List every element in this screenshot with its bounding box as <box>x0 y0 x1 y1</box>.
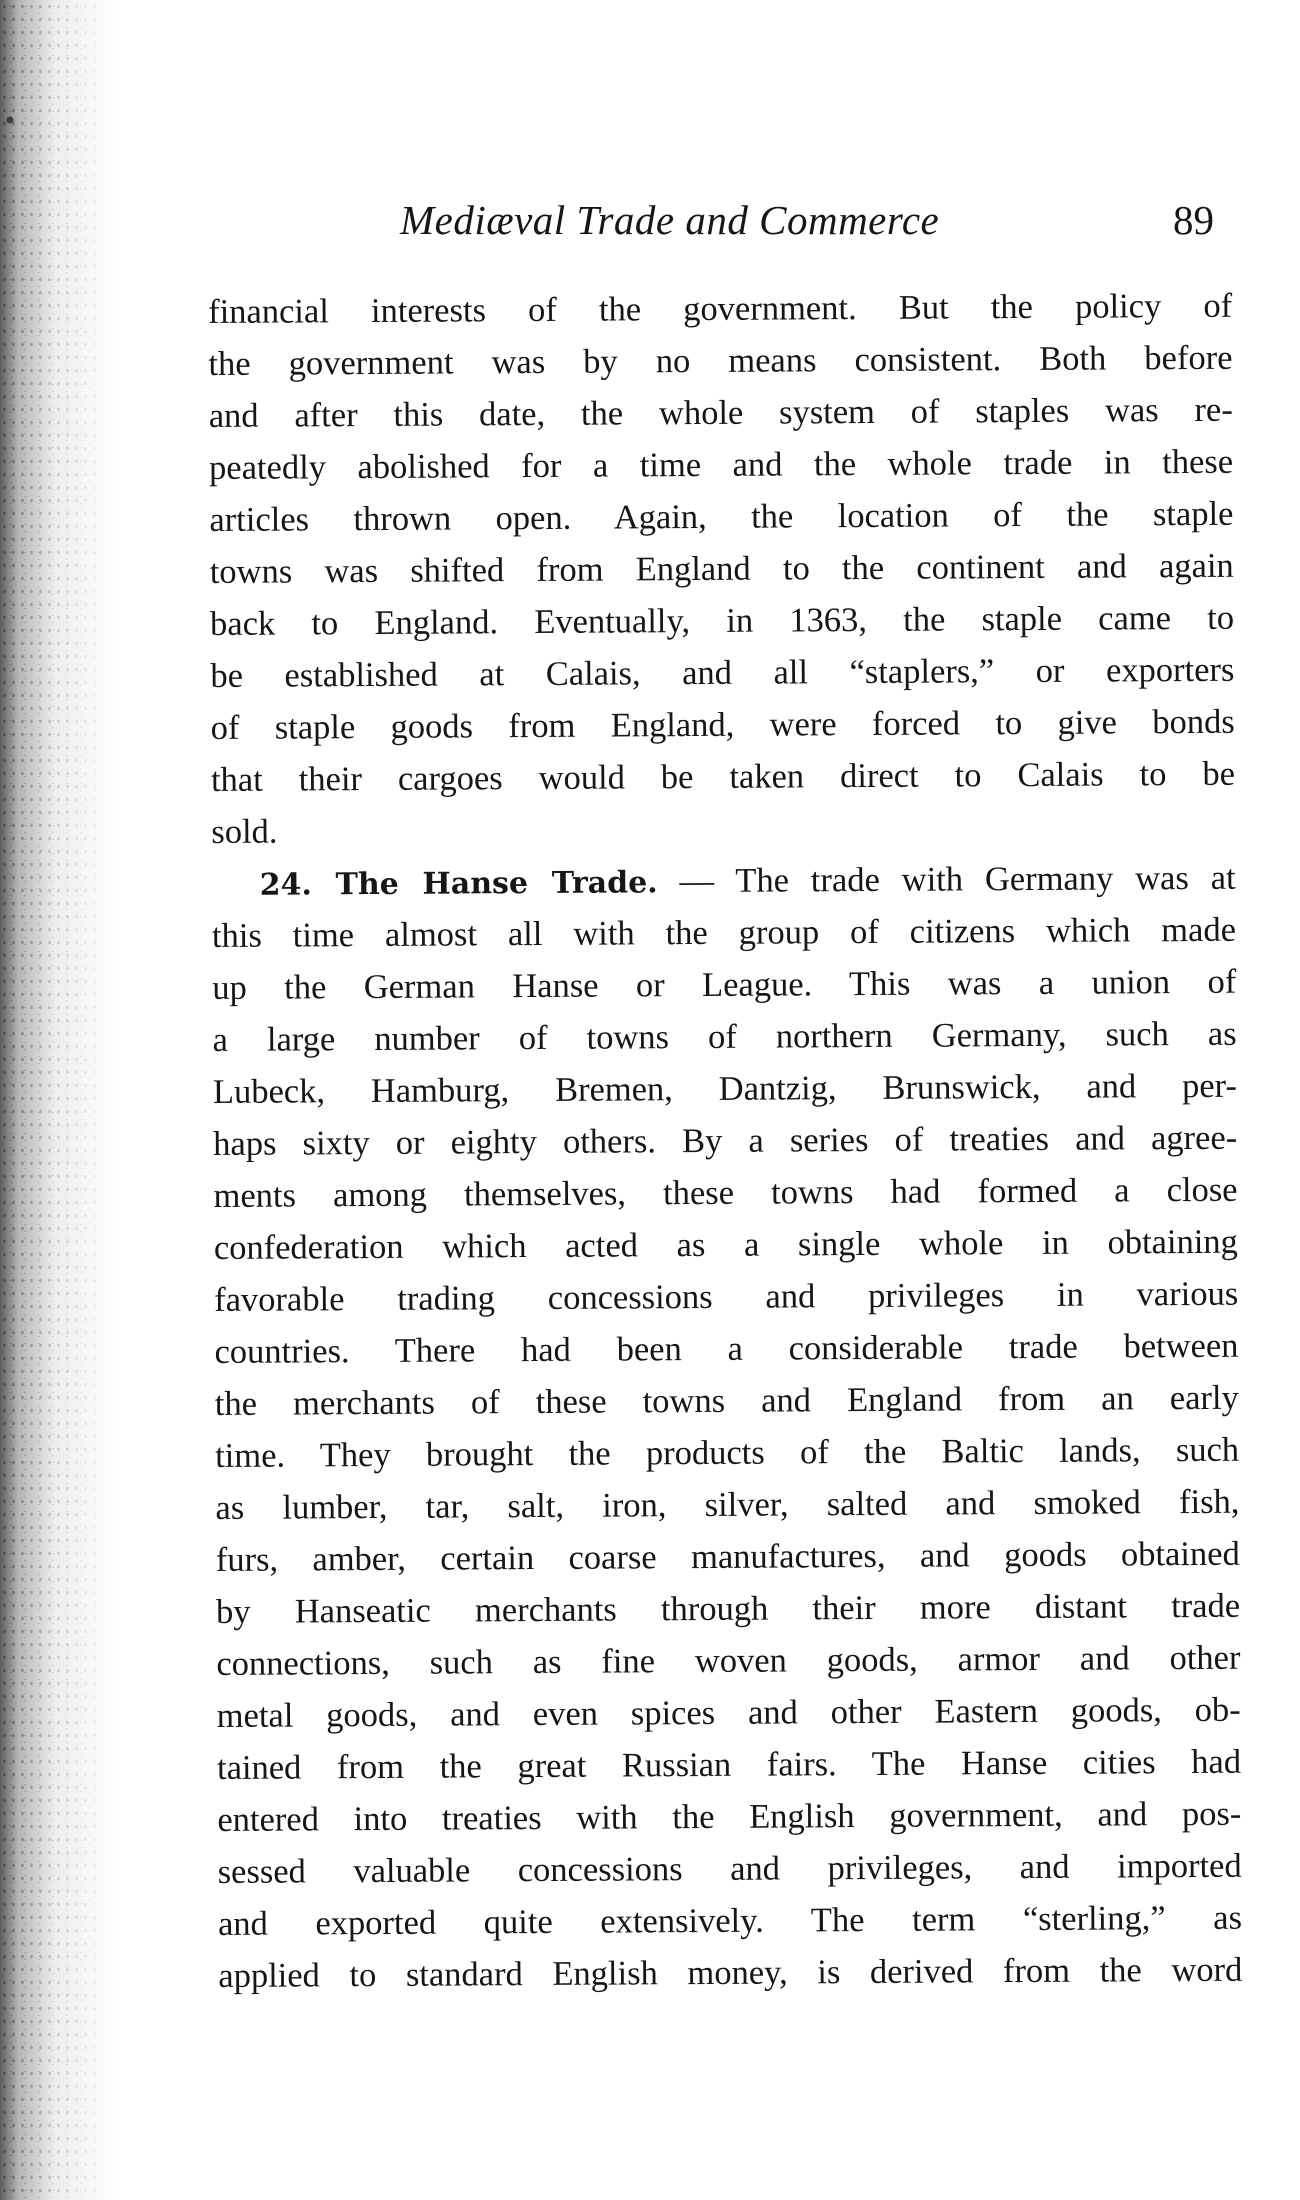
text-line: a large number of towns of northern Germany, such as <box>212 1014 1237 1059</box>
text-line: by Hanseatic merchants through their more distant trade <box>215 1586 1241 1631</box>
text-line: be established at Calais, and all “staplers,” or exporters <box>210 650 1235 695</box>
text-line: tained from the great Russian fairs. The Hanse cities had <box>216 1742 1242 1787</box>
section-lead-text: — The trade with Germany was at <box>657 858 1236 901</box>
text-line: financial interests of the government. But the policy of <box>208 286 1233 331</box>
text-line: up the German Hanse or League. This was a union of <box>212 962 1237 1007</box>
text-line: the merchants of these towns and England from an early <box>214 1378 1239 1423</box>
text-line: the government was by no means consistent. Both before <box>208 338 1233 383</box>
body-text <box>208 280 1242 2002</box>
text-line: Lubeck, Hamburg, Bremen, Dantzig, Brunswick, and per- <box>212 1066 1238 1111</box>
text-line: of staple goods from England, were forced to give bonds <box>210 702 1235 747</box>
text-line: countries. There had been a considerable trade between <box>214 1326 1239 1371</box>
running-title: Mediæval Trade and Commerce <box>400 197 940 243</box>
text-line: favorable trading concessions and privileges in various <box>214 1274 1239 1319</box>
text-line: and exported quite extensively. The term “sterling,” as <box>217 1898 1243 1943</box>
text-line: haps sixty or eighty others. By a series of treaties and agree- <box>213 1118 1238 1163</box>
page-number: 89 <box>1173 197 1214 243</box>
text-line: as lumber, tar, salt, iron, silver, salted and smoked fish, <box>215 1482 1240 1527</box>
section-heading: 24. The Hanse Trade. <box>259 865 658 903</box>
text-line: applied to standard English money, is derived from the word <box>218 1950 1243 1995</box>
text-line: time. They brought the products of the Baltic lands, such <box>215 1430 1240 1475</box>
text-line: ments among themselves, these towns had formed a close <box>213 1170 1238 1215</box>
section-first-line <box>211 852 1235 910</box>
text-line: back to England. Eventually, in 1363, the staple came to <box>209 598 1235 643</box>
text-line: confederation which acted as a single whole in obtaining <box>213 1222 1238 1267</box>
text-line: sessed valuable concessions and privileges, and imported <box>217 1846 1242 1891</box>
text-line: this time almost all with the group of citizens which made <box>211 910 1237 955</box>
text-line: entered into treaties with the English government, and pos- <box>217 1794 1242 1839</box>
text-line: articles thrown open. Again, the location of the staple <box>209 494 1234 539</box>
scan-gutter-shadow <box>0 0 120 2200</box>
text-line: connections, such as fine woven goods, armor and other <box>216 1638 1241 1683</box>
text-line: sold. <box>211 812 278 851</box>
page-header <box>210 196 1240 256</box>
text-line: furs, amber, certain coarse manufactures, and goods obtained <box>215 1534 1240 1579</box>
text-line: and after this date, the whole system of staples was re- <box>208 390 1233 435</box>
text-line: towns was shifted from England to the continent and again <box>209 546 1234 591</box>
text-line: peatedly abolished for a time and the whole trade in these <box>208 442 1234 487</box>
text-line: that their cargoes would be taken direct to Calais to be <box>210 754 1236 799</box>
text-line: metal goods, and even spices and other Eastern goods, ob- <box>216 1690 1241 1735</box>
